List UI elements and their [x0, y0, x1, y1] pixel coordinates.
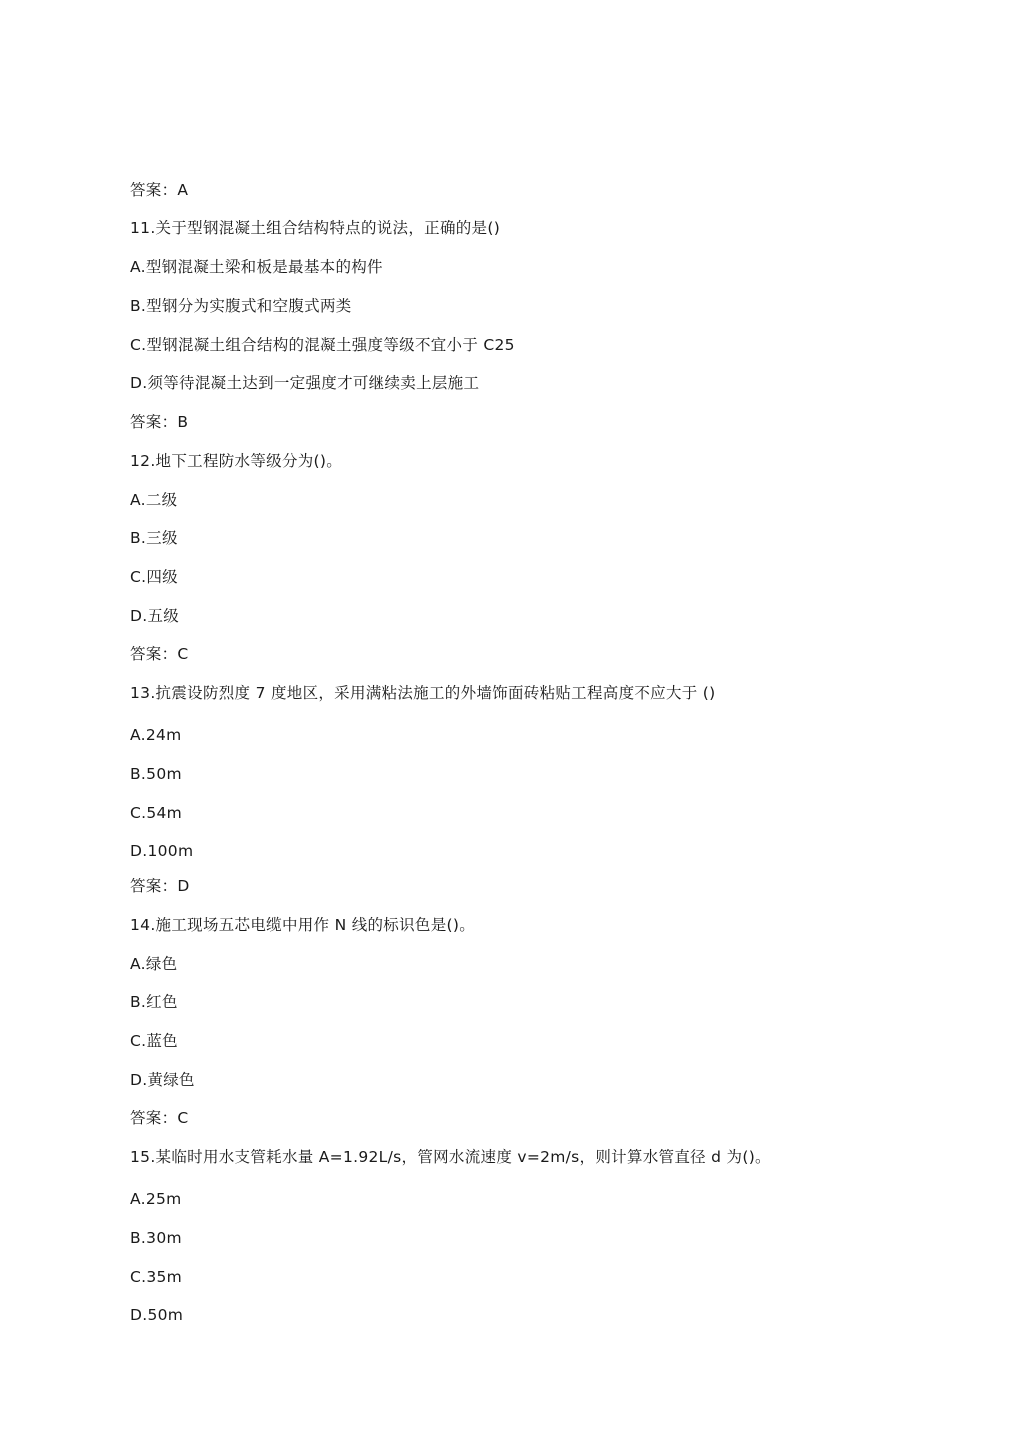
q14-option-a: A.绿色	[130, 955, 178, 973]
question-15: 15.某临时用水支管耗水量 A=1.92L/s，管网水流速度 v=2m/s，则计算水管直径 d 为()。	[130, 1148, 771, 1166]
q15-option-d: D.50m	[130, 1306, 184, 1324]
question-12: 12.地下工程防水等级分为()。	[130, 452, 343, 470]
q12-option-b: B.三级	[130, 529, 178, 547]
q15-option-c: C.35m	[130, 1268, 183, 1286]
q15-option-a: A.25m	[130, 1190, 182, 1208]
q12-option-d: D.五级	[130, 607, 180, 625]
q13-option-b: B.50m	[130, 765, 182, 783]
q11-option-b: B.型钢分为实腹式和空腹式两类	[130, 297, 352, 315]
answer-q12: 答案：C	[130, 645, 189, 663]
q15-option-b: B.30m	[130, 1229, 182, 1247]
q14-option-b: B.红色	[130, 993, 178, 1011]
q13-option-c: C.54m	[130, 804, 183, 822]
q14-option-d: D.黄绿色	[130, 1071, 195, 1089]
q12-option-a: A.二级	[130, 491, 178, 509]
q11-option-d: D.须等待混凝土达到一定强度才可继续卖上层施工	[130, 374, 480, 392]
q12-option-c: C.四级	[130, 568, 178, 586]
q11-option-a: A.型钢混凝土梁和板是最基本的构件	[130, 258, 383, 276]
q13-option-d: D.100m	[130, 842, 194, 860]
answer-q10: 答案：A	[130, 181, 189, 199]
answer-q14: 答案：C	[130, 1109, 189, 1127]
answer-q13: 答案：D	[130, 877, 190, 895]
question-14: 14.施工现场五芯电缆中用作 N 线的标识色是()。	[130, 916, 475, 934]
q13-option-a: A.24m	[130, 726, 182, 744]
q11-option-c: C.型钢混凝土组合结构的混凝土强度等级不宜小于 C25	[130, 336, 515, 354]
q14-option-c: C.蓝色	[130, 1032, 178, 1050]
answer-q11: 答案：B	[130, 413, 189, 431]
question-13: 13.抗震设防烈度 7 度地区，采用满粘法施工的外墙饰面砖粘贴工程高度不应大于 ()	[130, 684, 716, 702]
question-11: 11.关于型钢混凝土组合结构特点的说法，正确的是()	[130, 219, 501, 237]
